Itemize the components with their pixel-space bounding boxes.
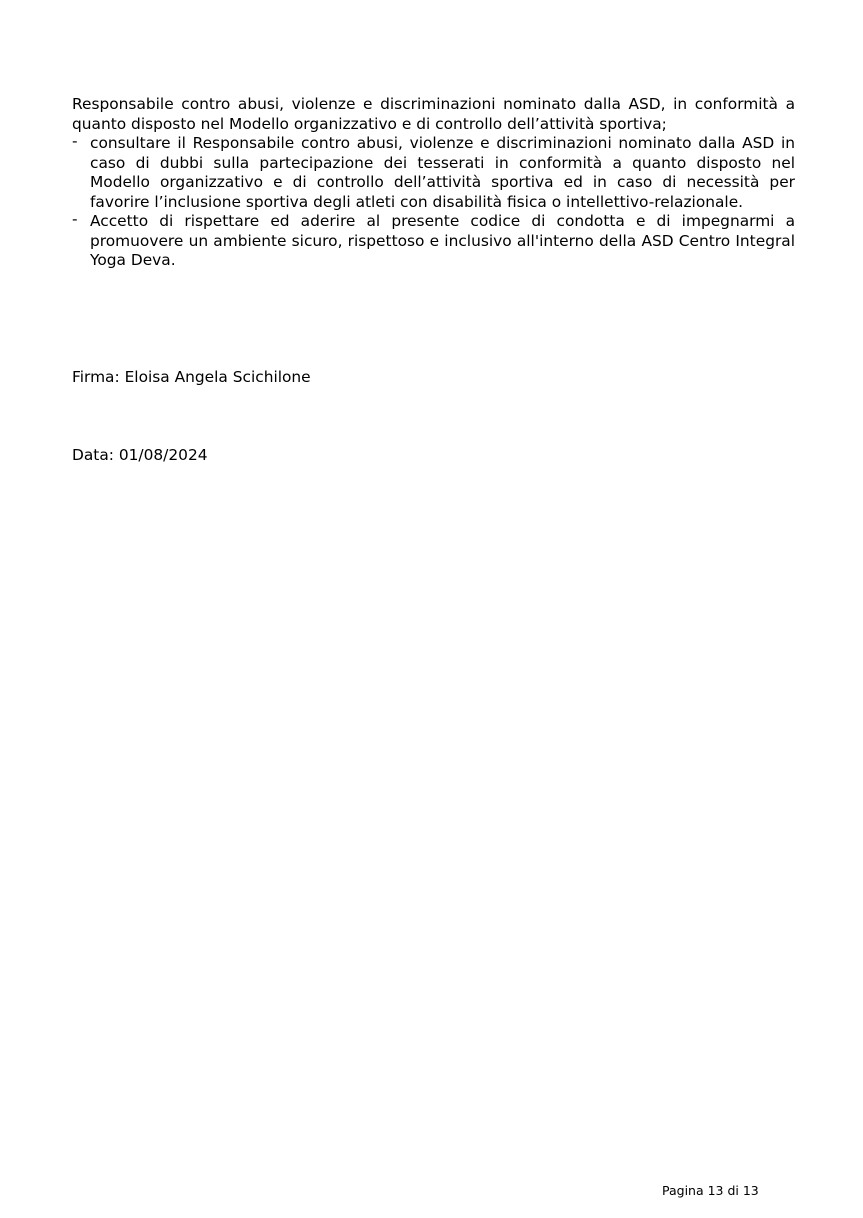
dash-bullet: - [72,132,78,150]
dash-bullet: - [72,210,78,228]
page-number: Pagina 13 di 13 [662,1183,759,1198]
list-item [72,212,795,271]
signature-line: Firma: Eloisa Angela Scichilone [72,368,311,386]
list-item [72,134,795,212]
date-line: Data: 01/08/2024 [72,446,208,464]
dash-list [72,134,795,271]
list-item-text: Accetto di rispettare ed aderire al presente codice di condotta e di impegnarmi a promuovere un ambiente sicuro, rispettoso e inclusivo all'interno della ASD Centro Integral Yoga Deva. [90,212,795,269]
intro-paragraph: Responsabile contro abusi, violenze e discriminazioni nominato dalla ASD, in conformità a quanto disposto nel Modello organizzativo e di controllo dell’attività sportiva; [72,95,795,133]
document-body [72,95,795,271]
list-item-text: consultare il Responsabile contro abusi, violenze e discriminazioni nominato dalla ASD in caso di dubbi sulla partecipazione dei tesserati in conformità a quanto disposto nel Modello organizzativo e di controllo dell’attività sportiva ed in caso di necessità per favorire l’inclusione sportiva degli atleti con disabilità fisica o intellettivo-relazionale. [90,134,795,211]
